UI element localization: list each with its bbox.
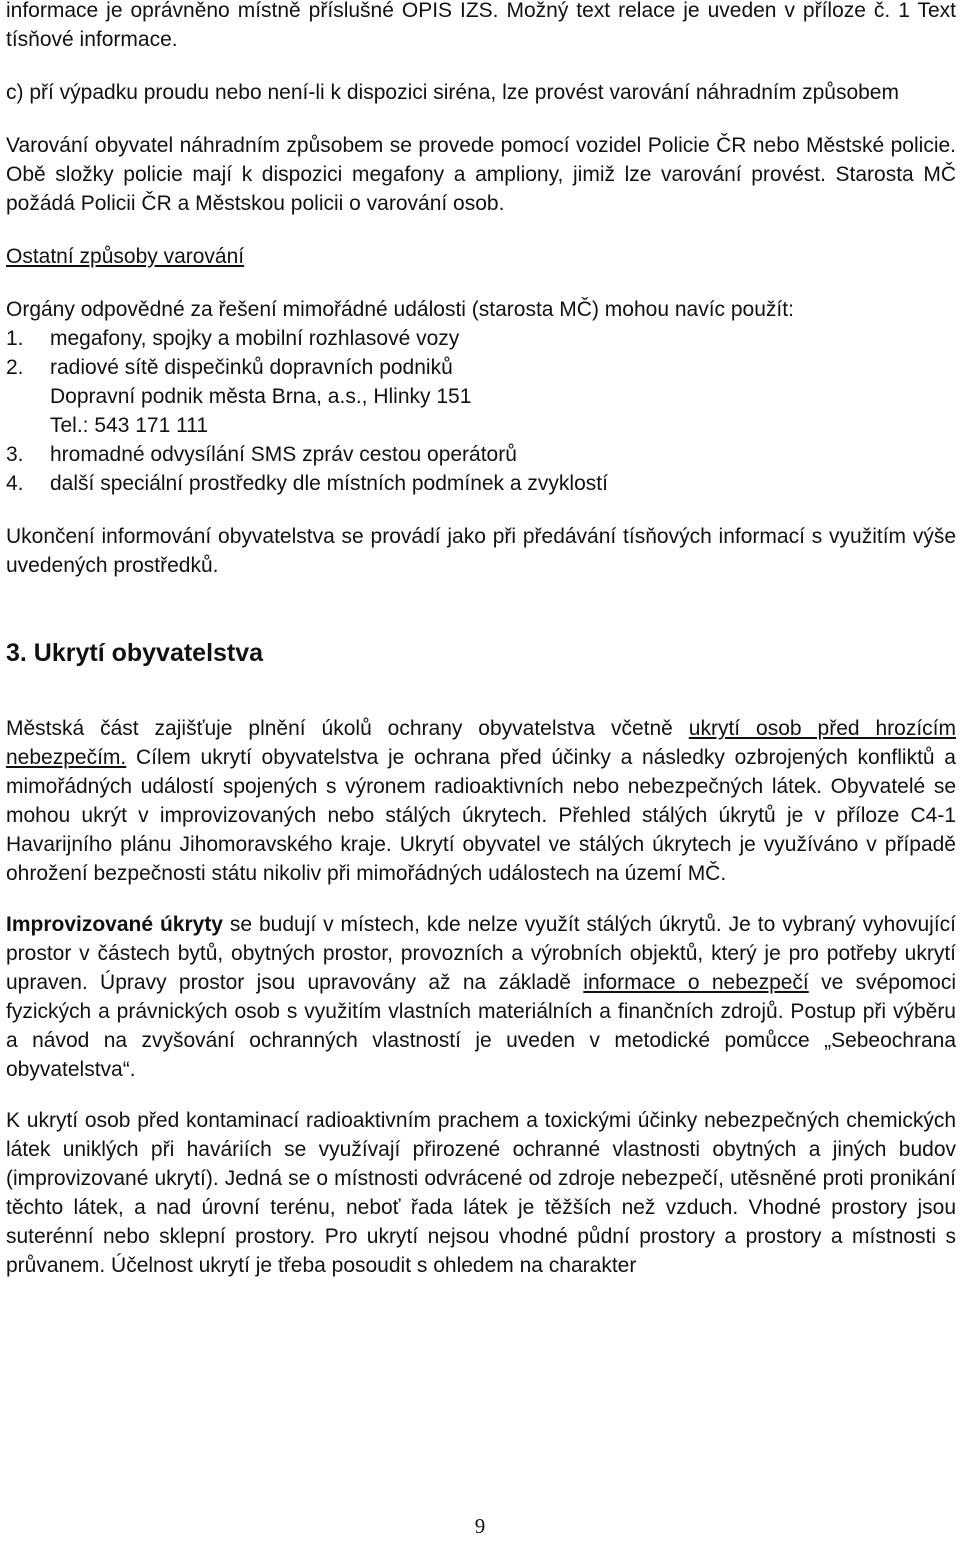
paragraph-text: ve svépomoci fyzických a právnických osob s využitím vlastních materiálních a finančních zdrojů. Postup při výběru a návod na zvyšování ochranných vlastností je uveden v metodické pomůcce „Sebeochrana obyvatelstva“. — [6, 971, 956, 1081]
improvised-shelters-term: Improvizované úkryty — [6, 913, 223, 936]
list-item-text: další speciální prostředky dle místních podmínek a zvyklostí — [50, 472, 608, 495]
list-item-text: hromadné odvysílání SMS zpráv cestou operátorů — [50, 443, 517, 466]
paragraph-text: Městská část zajišťuje plnění úkolů ochrany obyvatelstva včetně — [6, 717, 689, 740]
list-item-subline: Tel.: 543 171 111 — [50, 414, 209, 437]
list-item-number: 3. — [6, 443, 24, 466]
list-item-text: radiové sítě dispečinků dopravních podniků — [50, 356, 453, 379]
spacer — [6, 271, 956, 295]
spacer — [6, 107, 956, 131]
spacer — [6, 1084, 956, 1106]
list-item — [6, 440, 956, 469]
page-number: 9 — [474, 1514, 486, 1538]
section-c-paragraph: Varování obyvatel náhradním způsobem se provede pomocí vozidel Policie ČR nebo Městské policie. Obě složky policie mají k dispozici megafony a ampliony, jimiž lze varování provést. Starosta MČ požádá Policii ČR a Městskou policii o varování osob. — [6, 134, 956, 215]
spacer — [6, 580, 956, 636]
section-3-paragraph-1 — [6, 714, 956, 888]
spacer — [6, 888, 956, 910]
list-item-number: 1. — [6, 327, 24, 350]
closing-paragraph: Ukončení informování obyvatelstva se provádí jako při předávání tísňových informací s využitím výše uvedených prostředků. — [6, 525, 956, 577]
list-item — [6, 324, 956, 353]
other-methods-intro: Orgány odpovědné za řešení mimořádné události (starosta MČ) mohou navíc použít: — [6, 298, 794, 321]
list-item-number: 4. — [6, 472, 24, 495]
section-3-title: 3. Ukrytí obyvatelstva — [6, 639, 264, 667]
list-item — [6, 353, 956, 440]
other-methods-title: Ostatní způsoby varování — [6, 245, 245, 268]
list-item-number: 2. — [6, 356, 24, 379]
spacer — [6, 54, 956, 78]
intro-paragraph: informace je oprávněno místně příslušné OPIS IZS. Možný text relace je uveden v příloze č. 1 Text tísňové informace. — [6, 0, 956, 51]
section-3-paragraph-3: K ukrytí osob před kontaminací radioaktivním prachem a toxickými účinky nebezpečných chemických látek uniklých při haváriích se využívají přirozené ochranné vlastnosti obytných a jiných budov (improvizované ukrytí). Jedná se o místnosti odvrácené od zdroje nebezpečí, utěsněné proti pronikání těchto látek, a nad úrovní terénu, neboť řada látek je těžších než vzduch. Vhodné prostory jsou suterénní nebo sklepní prostory. Pro ukrytí nejsou vhodné půdní prostory a prostory a místnosti s průvanem. Účelnost ukrytí je třeba posoudit s ohledem na charakter — [6, 1109, 956, 1277]
section-3-paragraph-2 — [6, 910, 956, 1084]
document-page — [6, 0, 956, 1280]
spacer — [6, 670, 956, 714]
spacer — [6, 498, 956, 522]
list-item-text: megafony, spojky a mobilní rozhlasové vozy — [50, 327, 460, 350]
paragraph-text: Cílem ukrytí obyvatelstva je ochrana před účinky a následky ozbrojených konfliktů a mimořádných událostí spojených s výronem radioaktivních nebo nebezpečných látek. Obyvatelé se mohou ukrýt v improvizovaných nebo stálých úkrytech. Přehled stálých úkrytů je v příloze C4-1 Havarijního plánu Jihomoravského kraje. Ukrytí obyvatel ve stálých úkrytech je využíváno v případě ohrožení bezpečnosti státu nikoliv při mimořádných událostech na území MČ. — [6, 746, 956, 885]
methods-list — [6, 324, 956, 498]
paragraph-text: se budují v místech, kde nelze využít stálých úkrytů. Je to vybraný vyhovující prostor v částech bytů, obytných prostor, provozních a výrobních objektů, který je pro potřeby ukrytí upraven. Úpravy prostor jsou upravovány až na základě — [6, 913, 957, 994]
danger-info-link-text: informace o nebezpečí — [583, 971, 809, 994]
list-item-subline: Dopravní podnik města Brna, a.s., Hlinky 151 — [50, 385, 472, 408]
section-c-heading: c) pří výpadku proudu nebo není-li k dispozici siréna, lze provést varování náhradním způsobem — [6, 81, 899, 104]
list-item — [6, 469, 956, 498]
spacer — [6, 218, 956, 242]
shelter-link-text: ukrytí osob před hrozícím nebezpečím. — [6, 717, 956, 769]
